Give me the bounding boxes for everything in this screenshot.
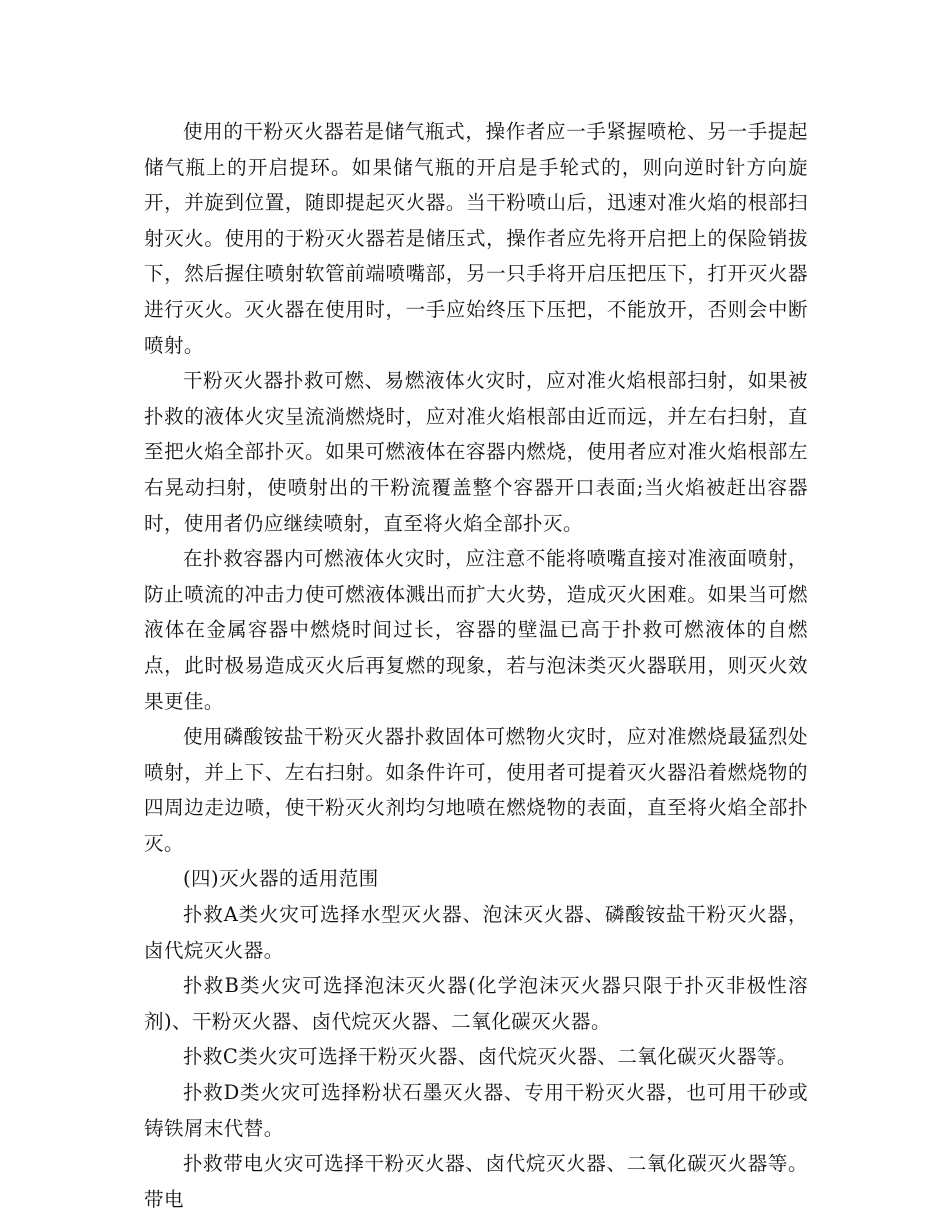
- paragraph-container-fire-caution: 在扑救容器内可燃液体火灾时，应注意不能将喷嘴直接对准液面喷射，防止喷流的冲击力使可燃液体溅出而扩大火势，造成灭火困难。如果当可燃液体在金属容器中燃烧时间过长，容器的壁温已高于扑救可燃液体的自燃点，此时极易造成灭火后再复燃的现象，若与泡沫类灭火器联用，则灭火效果更佳。: [144, 547, 808, 713]
- paragraph-dry-powder-operation: 使用的干粉灭火器若是储气瓶式，操作者应一手紧握喷枪、另一手提起储气瓶上的开启提环。如果储气瓶的开启是手轮式的，则向逆时针方向旋开，并旋到位置，随即提起灭火器。当干粉喷山后，迅速对准火焰的根部扫射灭火。使用的于粉灭火器若是储压式，操作者应先将开启把上的保险销拔下，然后握住喷射软管前端喷嘴部，另一只手将开启压把压下，打开灭火器进行灭火。灭火器在使用时，一手应始终压下压把，不能放开，否则会中断喷射。: [144, 120, 808, 357]
- paragraph-liquid-fire-extinguishing: 干粉灭火器扑救可燃、易燃液体火灾时，应对准火焰根部扫射，如果被扑救的液体火灾呈流淌燃烧时，应对准火焰根部由近而远，并左右扫射，直至把火焰全部扑灭。如果可燃液体在容器内燃烧，使用者应对准火焰根部左右晃动扫射，使喷射出的干粉流覆盖整个容器开口表面;当火焰被赶出容器时，使用者仍应继续喷射，直至将火焰全部扑灭。: [144, 369, 808, 535]
- paragraph-class-b-fire: 扑救B类火灾可选择泡沫灭火器(化学泡沫灭火器只限于扑灭非极性溶剂)、干粉灭火器、卤代烷灭火器、二氧化碳灭火器。: [144, 974, 808, 1033]
- paragraph-electrical-fire: 扑救带电火灾可选择干粉灭火器、卤代烷灭火器、二氧化碳灭火器等。带电: [144, 1152, 808, 1211]
- section-heading-applicable-range: (四)灭火器的适用范围: [183, 867, 379, 891]
- paragraph-class-c-fire: 扑救C类火灾可选择干粉灭火器、卤代烷灭火器、二氧化碳灭火器等。: [183, 1045, 797, 1069]
- document-body: [144, 114, 808, 1217]
- paragraph-solid-fire-extinguishing: 使用磷酸铵盐干粉灭火器扑救固体可燃物火灾时，应对准燃烧最猛烈处喷射，并上下、左右扫射。如条件许可，使用者可提着灭火器沿着燃烧物的四周边走边喷，使干粉灭火剂均匀地喷在燃烧物的表面，直至将火焰全部扑灭。: [144, 725, 808, 855]
- paragraph-class-d-fire: 扑救D类火灾可选择粉状石墨灭火器、专用干粉灭火器，也可用干砂或铸铁屑末代替。: [144, 1081, 808, 1140]
- paragraph-class-a-fire: 扑救A类火灾可选择水型灭火器、泡沫灭火器、磷酸铵盐干粉灭火器，卤代烷灭火器。: [144, 903, 808, 962]
